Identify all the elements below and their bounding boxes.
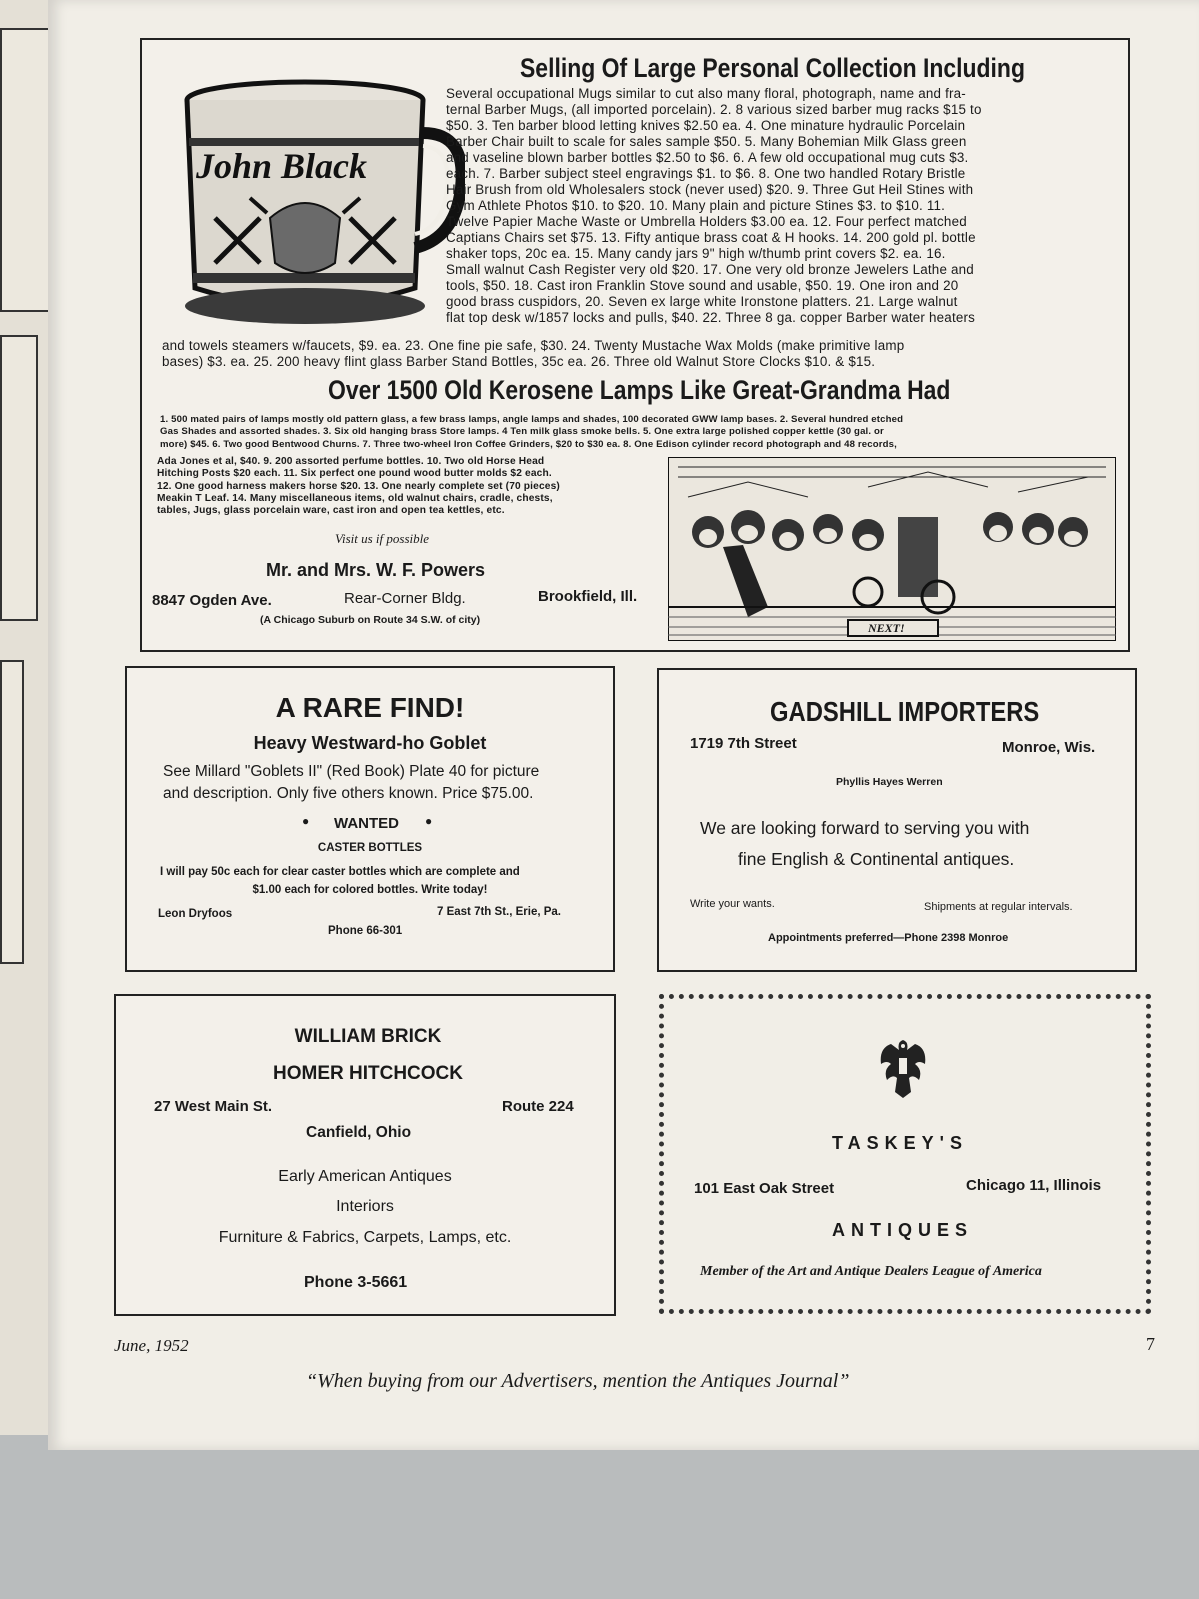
collection-body-line: and towels steamers w/faucets, $9. ea. 23. One fine pie safe, $30. 24. Twenty Mustache Wax Molds (make primitive lamp [162, 338, 905, 353]
rare-find-title: A RARE FIND! [275, 692, 465, 723]
brick-route: Route 224 [502, 1098, 574, 1115]
wanted-bullet-icon: ● [425, 814, 433, 828]
lamps-description: 1. 500 mated pairs of lamps mostly old pattern glass, a few brass lamps, angle lamps and shades, 100 decorated GWW lamp bases. 2. Several hundred etched Gas Shades and assorted shades. 3. Six old hanging brass Store lamps. 4 Ten milk glass smoke bells. 5. One extra large polished copper kettle (30 gal. or more) $45. 6. Two good Bentwood Churns. 7. Three two-wheel Iron Coffee Grinders, $20 to $30 ea. 8. One Edison cylinder record photograph and 48 records, [160, 414, 904, 450]
taskey-street: 101 East Oak Street [694, 1180, 835, 1197]
wanted-text: I will pay 50c each for clear caster bottles which are complete and [160, 866, 520, 878]
collection-body-line: bases) $3. ea. 25. 200 heavy flint glass Barber Stand Bottles, 35c ea. 26. Three old Walnut Store Clocks $10. & $15. [162, 354, 876, 369]
rare-find-desc: and description. Only five others known. Price $75.00. [163, 785, 534, 802]
powers-name: Mr. and Mrs. W. F. Powers [266, 560, 486, 580]
powers-building: Rear-Corner Bldg. [344, 590, 466, 607]
wanted-bullet-icon: ● [302, 814, 310, 828]
collection-body: Several occupational Mugs similar to cut also many floral, photograph, name and fra- ternal Barber Mugs, (all imported porcelain). 2. 8 various sized barber mug racks $15 to $50. 3. Ten barber blood letting knives $2.50 ea. 4. One minature hydraulic Porcelain Barber Chair built to scale for sales sample $50. 5. Many Bohemian Milk Glass green and vaseline blown barber bottles $2.50 to $6. 6. A few old occupational mug cuts $3. each. 7. Barber subject steel engravings $1. to $6. 8. One two handled Rotary Bristle Hair Brush from old Wholesalers stock (never used) $20. 9. Three Gut Heil Stines with Gym Athlete Photos $10. to $20. 10. Many plain and picture Stines $3. to $10. 11. Twelve Papier Mache Waste or Umbrella Holders $3.00 ea. 12. Four perfect matched Captians Chairs set $75. 13. Fifty antique brass coat & H hooks. 14. 200 gold pl. bottle shaker tops, 20c ea. 15. Many candy jars 9" high w/thumb print covers $2. ea. 16. Small walnut Cash Register very old $20. 17. One very old bronze Jewelers Lathe and tools, $50. 18. Cast iron Franklin Stove sound and usable, $50. 19. One iron and 20 good brass cuspidors, 20. Seven ex large white Ironstone platters. 21. Large walnut flat top desk w/1857 locks and pulls, $40. 22. Three 8 ga. copper Barber water heaters [446, 86, 982, 325]
gadshill-line: fine English & Continental antiques. [738, 849, 1015, 869]
facing-page-box [0, 660, 24, 964]
brick-line: Interiors [336, 1198, 394, 1215]
taskey-member: Member of the Art and Antique Dealers League of America [700, 1264, 1042, 1279]
brick-street: 27 West Main St. [154, 1098, 273, 1115]
facing-page-box [0, 28, 50, 312]
facing-page-box [0, 335, 38, 621]
lamps-title: Over 1500 Old Kerosene Lamps Like Great-Grandma Had [328, 375, 951, 405]
gadshill-appointments: Appointments preferred—Phone 2398 Monroe [768, 932, 1009, 944]
page-number: 7 [1146, 1334, 1155, 1354]
brick-name: WILLIAM BRICK [294, 1026, 442, 1047]
rare-find-subtitle: Heavy Westward-ho Goblet [253, 733, 487, 753]
brick-line: Furniture & Fabrics, Carpets, Lamps, etc. [218, 1229, 512, 1246]
gadshill-title: GADSHILL IMPORTERS [770, 696, 1040, 727]
footer-quote: “When buying from our Advertisers, mention the Antiques Journal” [306, 1370, 850, 1392]
barbershop-scene [668, 457, 1116, 641]
gadshill-write: Write your wants. [690, 898, 775, 910]
collection-title: Selling Of Large Personal Collection Including [520, 53, 1025, 83]
eagle-emblem-icon [875, 1034, 931, 1100]
barber-mug-illustration [175, 78, 465, 328]
visit-note: Visit us if possible [335, 531, 430, 546]
gadshill-line: We are looking forward to serving you with [700, 818, 1030, 838]
wanted-heading: WANTED [334, 815, 399, 832]
issue-date: June, 1952 [114, 1336, 189, 1355]
lamps-description-continued: Ada Jones et al, $40. 9. 200 assorted perfume bottles. 10. Two old Horse Head Hitching Posts $20 each. 11. Six perfect one pound wood butter molds $2 each. 12. One good harness makers horse $20. 13. One nearly complete set (70 pieces) Meakin T Leaf. 14. Many miscellaneous items, old walnut chairs, cradle, chests, tables, Jugs, glass porcelain ware, cast iron and open tea kettles, etc. [157, 456, 560, 517]
rare-find-phone: Phone 66-301 [328, 925, 403, 937]
gadshill-street: 1719 7th Street [690, 735, 797, 752]
rare-find-name: Leon Dryfoos [158, 908, 233, 920]
brick-city: Canfield, Ohio [306, 1124, 412, 1141]
powers-suburb: (A Chicago Suburb on Route 34 S.W. of city) [260, 614, 481, 626]
wanted-text: $1.00 each for colored bottles. Write today! [252, 884, 488, 896]
taskey-name: TASKEY'S [832, 1133, 968, 1153]
barbershop-etching [668, 457, 1116, 641]
rare-find-address: 7 East 7th St., Erie, Pa. [437, 906, 561, 918]
powers-street: 8847 Ogden Ave. [152, 592, 272, 609]
taskey-antiques: ANTIQUES [832, 1220, 974, 1240]
gadshill-shipments: Shipments at regular intervals. [924, 901, 1073, 913]
brick-phone: Phone 3-5661 [304, 1274, 408, 1291]
gadshill-city: Monroe, Wis. [1002, 739, 1096, 756]
brick-line: Early American Antiques [278, 1168, 452, 1185]
hitchcock-name: HOMER HITCHCOCK [273, 1063, 463, 1084]
taskey-city: Chicago 11, Illinois [966, 1177, 1102, 1194]
mug-label: John Black [196, 146, 368, 186]
powers-city: Brookfield, Ill. [538, 588, 638, 605]
gadshill-person: Phyllis Hayes Werren [836, 776, 943, 788]
caster-heading: CASTER BOTTLES [317, 842, 423, 854]
etching-sign: NEXT! [868, 621, 905, 635]
rare-find-desc: See Millard "Goblets II" (Red Book) Plate 40 for picture [163, 763, 540, 780]
